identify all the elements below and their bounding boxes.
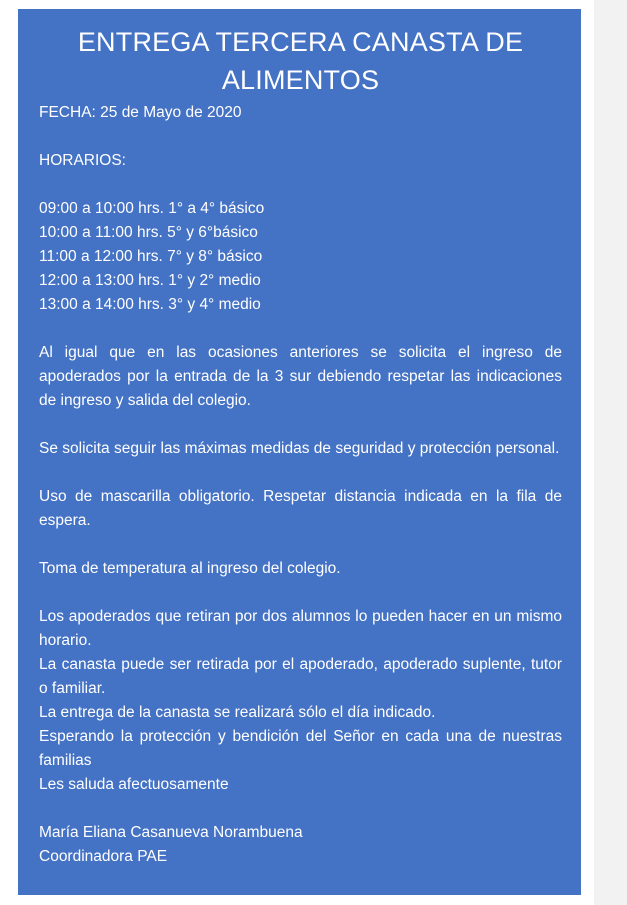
schedule-item: 09:00 a 10:00 hrs. 1° a 4° básico xyxy=(39,200,265,217)
page-margin-strip xyxy=(594,0,627,905)
schedule-list xyxy=(39,197,562,317)
spacer xyxy=(39,125,562,149)
schedule-item: 10:00 a 11:00 hrs. 5° y 6°básico xyxy=(39,224,258,241)
entry-paragraph: Al igual que en las ocasiones anteriores se solicita el ingreso de apoderados por la entrada de la 3 sur debiendo respetar las indicaciones de ingreso y salida del colegio. xyxy=(39,344,562,409)
notice-body xyxy=(39,101,562,869)
closing-line: La canasta puede ser retirada por el apoderado, apoderado suplente, tutor o familiar. xyxy=(39,656,562,697)
schedule-item: 13:00 a 14:00 hrs. 3° y 4° medio xyxy=(39,296,261,313)
spacer xyxy=(39,461,562,485)
schedule-item: 11:00 a 12:00 hrs. 7° y 8° básico xyxy=(39,248,263,265)
signature-block xyxy=(39,821,562,869)
safety-paragraph: Se solicita seguir las máximas medidas de seguridad y protección personal. xyxy=(39,440,560,457)
spacer xyxy=(39,317,562,341)
closing-line: Esperando la protección y bendición del Señor en cada una de nuestras familias xyxy=(39,728,562,769)
spacer xyxy=(39,413,562,437)
closing-line: Los apoderados que retiran por dos alumnos lo pueden hacer en un mismo horario. xyxy=(39,608,562,649)
temperature-paragraph: Toma de temperatura al ingreso del colegio. xyxy=(39,560,341,577)
spacer xyxy=(39,581,562,605)
date-line: FECHA: 25 de Mayo de 2020 xyxy=(39,104,242,121)
mask-paragraph: Uso de mascarilla obligatorio. Respetar distancia indicada en la fila de espera. xyxy=(39,488,562,529)
spacer xyxy=(39,797,562,821)
closing-line: Les saluda afectuosamente xyxy=(39,776,229,793)
closing-block xyxy=(39,605,562,797)
closing-line: La entrega de la canasta se realizará sólo el día indicado. xyxy=(39,704,436,721)
spacer xyxy=(39,173,562,197)
schedule-item: 12:00 a 13:00 hrs. 1° y 2° medio xyxy=(39,272,261,289)
spacer xyxy=(39,533,562,557)
notice-title: ENTREGA TERCERA CANASTA DE ALIMENTOS xyxy=(77,27,524,95)
signature-role: Coordinadora PAE xyxy=(39,848,168,865)
signature-name: María Eliana Casanueva Norambuena xyxy=(39,824,303,841)
notice-panel xyxy=(18,9,581,895)
schedule-heading: HORARIOS: xyxy=(39,152,126,169)
